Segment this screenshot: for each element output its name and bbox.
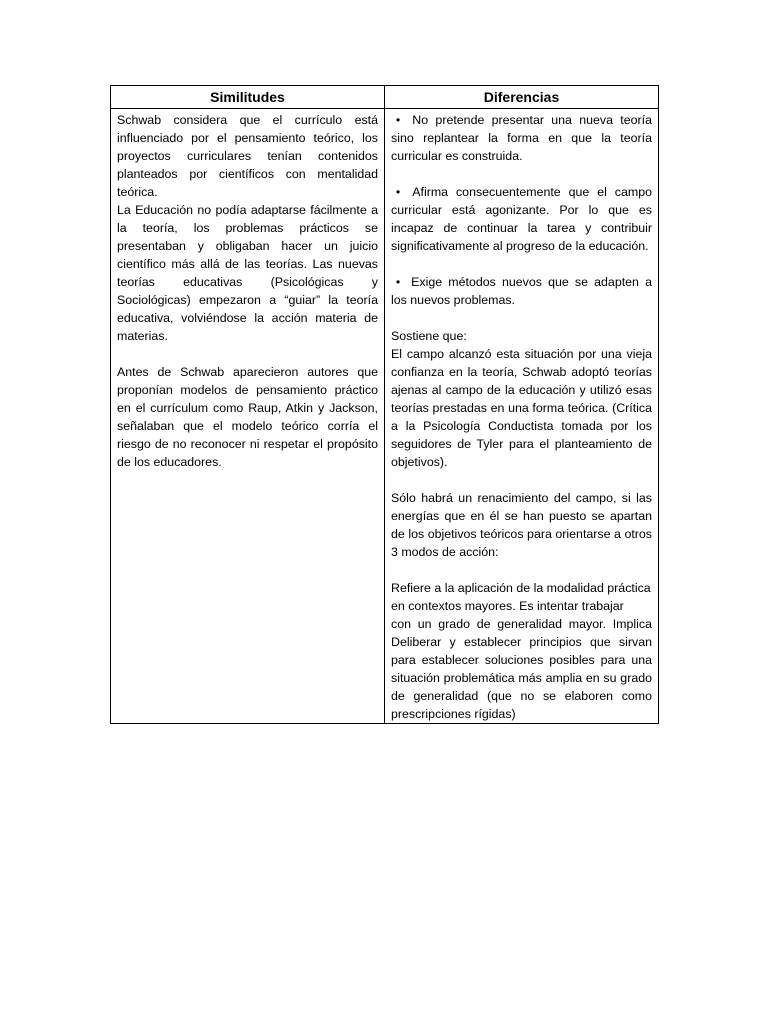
table-header-row <box>111 86 659 109</box>
header-similitudes: Similitudes <box>111 86 385 109</box>
diferencias-paragraph-4: El campo alcanzó esta situación por una vieja confianza en la teoría, Schwab adoptó teorías ajenas al campo de la educación y utilizó esas teorías prestadas en una forma teórica. (Crítica a la Psicología Conductista tomada por los seguidores de Tyler para el planteamiento de objetivos). <box>391 347 652 469</box>
diferencias-bullet-2 <box>391 183 652 255</box>
diferencias-paragraph-5: Sólo habrá un renacimiento del campo, si las energías que en él se han puesto se apartan de los objetivos teóricos para orientarse a otros 3 modos de acción: <box>391 491 652 559</box>
similitudes-paragraph-3: Antes de Schwab aparecieron autores que proponían modelos de pensamiento práctico en el currículum como Raup, Atkin y Jackson, señalaban que el modelo teórico corría el riesgo de no reconocer ni respetar el propósito de los educadores. <box>117 365 378 469</box>
similitudes-paragraph-2: La Educación no podía adaptarse fácilmente a la teoría, los problemas prácticos se presentaban y obligaban hacer un juicio científico más allá de las teorías. Las nuevas teorías educativas (Psicológicas y Sociológicas) empezaron a “guiar” la teoría educativa, volviéndose la acción materia de materias. <box>117 203 378 343</box>
similitudes-paragraph-1: Schwab considera que el currículo está influenciado por el pensamiento teórico, los proyectos curriculares tenían contenidos planteados por científicos con mentalidad teórica. <box>117 113 378 199</box>
bullet-icon: • <box>395 275 401 289</box>
bullet-3-text: Exige métodos nuevos que se adapten a los nuevos problemas. <box>391 275 652 307</box>
bullet-icon: • <box>395 113 401 127</box>
similitudes-cell <box>111 109 385 724</box>
diferencias-paragraph-7: con un grado de generalidad mayor. Implica Deliberar y establecer principios que sirvan para establecer soluciones posibles para una situación problemática más amplia en su grado de generalidad (que no se elaboren como prescripciones rígidas) <box>391 617 652 721</box>
table-row <box>111 109 659 724</box>
bullet-1-text: No pretende presentar una nueva teoría sino replantear la forma en que la teoría curricular es construida. <box>391 113 652 163</box>
bullet-icon: • <box>395 185 401 199</box>
sostiene-heading: Sostiene que: <box>391 329 467 343</box>
diferencias-cell <box>385 109 659 724</box>
bullet-2-text: Afirma consecuentemente que el campo curricular está agonizante. Por lo que es incapaz de continuar la tarea y contribuir significativamente al progreso de la educación. <box>391 185 652 253</box>
header-diferencias: Diferencias <box>385 86 659 109</box>
diferencias-bullet-1 <box>391 111 652 165</box>
diferencias-bullet-3 <box>391 273 652 309</box>
diferencias-paragraph-6: Refiere a la aplicación de la modalidad práctica en contextos mayores. Es intentar trabajar <box>391 581 651 613</box>
comparison-table <box>110 85 659 724</box>
